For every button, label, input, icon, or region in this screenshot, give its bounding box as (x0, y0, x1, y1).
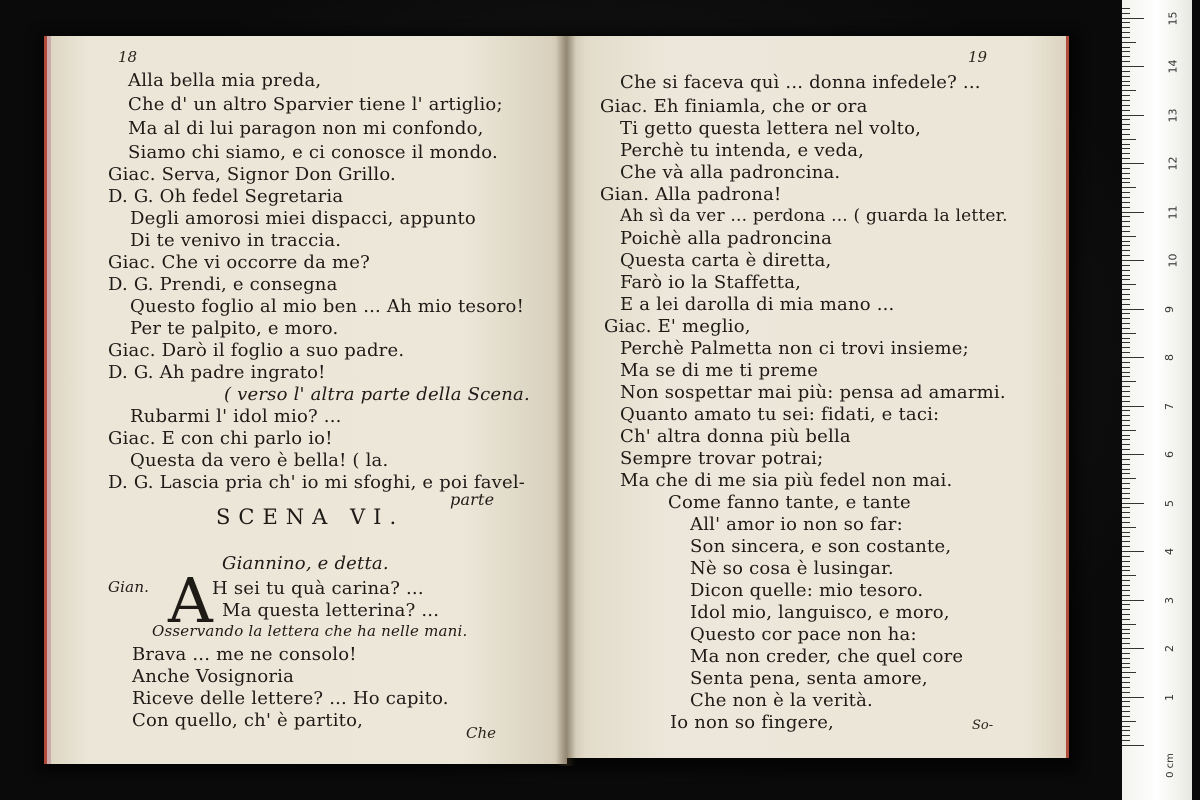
ruler-tick (1122, 61, 1130, 62)
ruler-tick (1122, 323, 1130, 324)
ruler-tick (1122, 216, 1130, 217)
ruler-tick (1122, 701, 1130, 702)
text-line: Giac. E' meglio, (604, 316, 751, 337)
ruler-tick (1122, 692, 1130, 693)
ruler-tick (1122, 677, 1130, 678)
ruler-label: 3 (1163, 596, 1176, 604)
ruler-tick (1122, 643, 1130, 644)
ruler-tick (1122, 726, 1130, 727)
ruler-tick (1122, 585, 1130, 586)
ruler-label: 4 (1163, 548, 1176, 555)
text-line: Alla bella mia preda, (128, 70, 322, 91)
ruler-tick (1122, 527, 1136, 528)
right-catchword: So- (972, 718, 994, 733)
text-line: Ma che di me sia più fedel non mai. (620, 470, 953, 491)
ruler-tick (1122, 289, 1130, 290)
ruler-tick (1122, 42, 1136, 43)
ruler-tick (1122, 105, 1130, 106)
ruler-tick (1122, 483, 1130, 484)
ruler-tick (1122, 134, 1130, 135)
ruler-tick (1122, 507, 1130, 508)
ruler-tick (1122, 425, 1130, 426)
ruler-tick (1122, 551, 1144, 552)
text-line: D. G. Prendi, e consegna (108, 274, 338, 295)
text-line: Di te venivo in traccia. (130, 230, 342, 251)
ruler-label: 2 (1163, 645, 1176, 652)
ruler-tick (1122, 284, 1136, 285)
ruler-tick (1122, 279, 1130, 280)
drop-cap: A (168, 564, 213, 637)
ruler-tick (1122, 212, 1144, 213)
text-line: E a lei darolla di mia mano ... (620, 294, 895, 315)
ruler-tick (1122, 420, 1130, 421)
text-line: Poichè alla padroncina (620, 228, 833, 249)
ruler-tick (1122, 648, 1144, 649)
text-line: Che và alla padroncina. (620, 162, 841, 183)
ruler-tick (1122, 144, 1130, 145)
ruler-tick (1122, 532, 1130, 533)
ruler-tick (1122, 352, 1130, 353)
ruler-tick (1122, 32, 1130, 33)
ruler-tick (1122, 37, 1130, 38)
ruler-tick (1122, 221, 1130, 222)
ruler-tick (1122, 304, 1130, 305)
ruler-tick (1122, 633, 1130, 634)
ruler-tick (1122, 459, 1130, 460)
ruler-tick (1122, 473, 1130, 474)
ruler-tick (1122, 401, 1130, 402)
text-line: Con quello, ch' è partito, (132, 710, 364, 731)
ruler-tick (1122, 119, 1130, 120)
ruler-tick (1122, 81, 1130, 82)
ruler-tick (1122, 454, 1144, 455)
text-line: Dicon quelle: mio tesoro. (690, 580, 924, 601)
ruler-tick (1122, 570, 1130, 571)
text-line: Per te palpito, e moro. (130, 318, 339, 339)
text-line: Giac. Darò il foglio a suo padre. (108, 340, 405, 361)
text-line: Come fanno tante, e tante (668, 492, 911, 513)
ruler-tick (1122, 541, 1130, 542)
text-line: D. G. Oh fedel Segretaria (108, 186, 344, 207)
text-line: Anche Vosignoria (132, 666, 295, 687)
ruler-label: 1 (1163, 693, 1176, 701)
ruler-tick (1122, 173, 1130, 174)
ruler-tick (1122, 590, 1130, 591)
ruler-tick (1122, 464, 1130, 465)
ruler-tick (1122, 328, 1130, 329)
ruler-tick (1122, 512, 1130, 513)
text-line: Ch' altra donna più bella (620, 426, 851, 447)
ruler-tick (1122, 182, 1130, 183)
text-line: Questa carta è diretta, (620, 250, 832, 271)
ruler-tick (1122, 730, 1130, 731)
book-gutter (556, 36, 576, 766)
ruler-tick (1122, 604, 1130, 605)
text-line: Giannino, e detta. (222, 553, 389, 574)
ruler-tick (1122, 609, 1130, 610)
ruler-tick (1122, 478, 1136, 479)
ruler-tick (1122, 338, 1130, 339)
ruler-tick (1122, 430, 1136, 431)
ruler-tick (1122, 357, 1144, 358)
text-line: Farò io la Staffetta, (620, 272, 802, 293)
text-line: Gian. (108, 578, 150, 596)
ruler-tick (1122, 236, 1136, 237)
text-line: Senta pena, senta amore, (690, 668, 928, 689)
text-line: H sei tu quà carina? ... (212, 578, 424, 599)
ruler-tick (1122, 556, 1130, 557)
ruler-tick (1122, 372, 1130, 373)
ruler-tick (1122, 13, 1130, 14)
ruler-tick (1122, 231, 1130, 232)
ruler-tick (1122, 47, 1130, 48)
ruler-label: 11 (1166, 205, 1180, 219)
ruler-tick (1122, 318, 1130, 319)
text-line: Degli amorosi miei dispacci, appunto (130, 208, 476, 229)
text-line: Nè so cosa è lusingar. (690, 558, 894, 579)
ruler-tick (1122, 600, 1144, 601)
ruler-tick (1122, 260, 1144, 261)
ruler-tick (1122, 706, 1130, 707)
ruler-tick (1122, 245, 1130, 246)
ruler-tick (1122, 168, 1130, 169)
ruler-tick (1122, 85, 1130, 86)
ruler-tick (1122, 333, 1136, 334)
text-line: Perchè Palmetta non ci trovi insieme; (620, 338, 969, 359)
text-line: Osservando la lettera che ha nelle mani. (152, 622, 468, 640)
ruler-tick (1122, 207, 1130, 208)
text-line: Ma se di me ti preme (620, 360, 819, 381)
ruler-tick (1122, 367, 1130, 368)
text-line: Ma questa letterina? ... (222, 600, 440, 621)
text-line: Perchè tu intenda, e veda, (620, 140, 865, 161)
text-line: Giac. Eh finiamla, che or ora (600, 96, 868, 117)
text-line: Idol mio, languisco, e moro, (690, 602, 950, 623)
ruler-tick (1122, 153, 1130, 154)
ruler-tick (1122, 56, 1130, 57)
ruler-tick (1122, 580, 1130, 581)
left-catchword: Che (466, 724, 497, 742)
text-line: Ma non creder, che quel core (690, 646, 964, 667)
ruler-tick (1122, 498, 1130, 499)
ruler-tick (1122, 241, 1130, 242)
ruler-tick (1122, 197, 1130, 198)
text-line: ( verso l' altra parte della Scena. (224, 384, 530, 405)
ruler-tick (1122, 255, 1130, 256)
ruler-tick (1122, 381, 1136, 382)
ruler-tick (1122, 8, 1130, 9)
ruler-tick (1122, 493, 1130, 494)
ruler-label: 15 (1166, 11, 1180, 25)
ruler-tick (1122, 347, 1130, 348)
ruler-tick (1122, 415, 1130, 416)
text-line: Che non è la verità. (690, 690, 873, 711)
ruler-tick (1122, 629, 1130, 630)
ruler-tick (1122, 663, 1130, 664)
ruler-tick (1122, 653, 1130, 654)
text-line: Giac. E con chi parlo io! (108, 428, 333, 449)
ruler-tick (1122, 711, 1130, 712)
ruler-tick (1122, 735, 1130, 736)
ruler-label: 10 (1166, 253, 1180, 268)
text-line: Che si faceva quì ... donna infedele? ... (620, 72, 981, 93)
ruler-tick (1122, 342, 1130, 343)
ruler-tick (1122, 265, 1130, 266)
text-line: Questo foglio al mio ben ... Ah mio tesoro! (130, 296, 525, 317)
ruler-label: 14 (1166, 59, 1180, 74)
ruler-tick (1122, 672, 1136, 673)
ruler-tick (1122, 503, 1144, 504)
ruler-tick (1122, 435, 1130, 436)
text-line: Giac. Che vi occorre da me? (108, 252, 370, 273)
text-line: Brava ... me ne consolo! (132, 644, 357, 665)
ruler-tick (1122, 250, 1130, 251)
ruler-tick (1122, 275, 1130, 276)
ruler-unit-label: 0 cm (1164, 753, 1176, 778)
ruler-tick (1122, 391, 1130, 392)
ruler-tick (1122, 561, 1130, 562)
text-line: Son sincera, e son costante, (690, 536, 952, 557)
ruler-tick (1122, 396, 1130, 397)
ruler-tick (1122, 139, 1136, 140)
ruler-tick (1122, 517, 1130, 518)
ruler-tick (1122, 721, 1136, 722)
ruler-tick (1122, 697, 1144, 698)
ruler-tick (1122, 444, 1130, 445)
ruler-tick (1122, 71, 1130, 72)
ruler-tick (1122, 745, 1144, 746)
ruler-tick (1122, 100, 1130, 101)
text-line: Non sospettar mai più: pensa ad amarmi. (620, 382, 1006, 403)
ruler-tick (1122, 410, 1130, 411)
ruler-tick (1122, 95, 1130, 96)
ruler-tick (1122, 682, 1130, 683)
ruler-tick (1122, 110, 1130, 111)
text-line: Che d' un altro Sparvier tiene l' artiglio; (128, 94, 503, 115)
ruler-tick (1122, 386, 1130, 387)
ruler-tick (1122, 595, 1130, 596)
text-line: Sempre trovar potrai; (620, 448, 824, 469)
ruler-tick (1122, 294, 1130, 295)
ruler-label: 8 (1163, 354, 1176, 361)
ruler-tick (1122, 488, 1130, 489)
ruler-tick (1122, 658, 1130, 659)
text-line: All' amor io non so far: (690, 514, 903, 535)
ruler-tick (1122, 192, 1130, 193)
ruler-tick (1122, 187, 1136, 188)
ruler-tick (1122, 614, 1130, 615)
ruler-tick (1122, 566, 1130, 567)
measuring-ruler (1122, 0, 1192, 800)
ruler-tick (1122, 129, 1130, 130)
ruler-tick (1122, 158, 1130, 159)
text-line: Io non so fingere, (670, 712, 834, 733)
ruler-tick (1122, 546, 1130, 547)
ruler-tick (1122, 740, 1130, 741)
ruler-label: 9 (1163, 305, 1176, 313)
ruler-tick (1122, 226, 1130, 227)
ruler-label: 7 (1163, 402, 1176, 410)
ruler-tick (1122, 115, 1144, 116)
text-line: Quanto amato tu sei: fidati, e taci: (620, 404, 940, 425)
text-line: parte (450, 490, 495, 509)
ruler-tick (1122, 376, 1130, 377)
ruler-tick (1122, 51, 1130, 52)
ruler-tick (1122, 362, 1130, 363)
ruler-tick (1122, 716, 1130, 717)
ruler-tick (1122, 687, 1130, 688)
ruler-tick (1122, 22, 1130, 23)
ruler-tick (1122, 178, 1130, 179)
text-line: Questa da vero è bella! ( la. (130, 450, 389, 471)
text-line: Questo cor pace non ha: (690, 624, 917, 645)
ruler-tick (1122, 469, 1130, 470)
ruler-tick (1122, 163, 1144, 164)
text-line: D. G. Ah padre ingrato! (108, 362, 326, 383)
ruler-tick (1122, 439, 1130, 440)
ruler-tick (1122, 66, 1144, 67)
ruler-tick (1122, 536, 1130, 537)
ruler-tick (1122, 27, 1130, 28)
ruler-label: 13 (1166, 108, 1180, 122)
scene-title: SCENA VI. (216, 505, 405, 529)
ruler-tick (1122, 313, 1130, 314)
ruler-label: 6 (1163, 451, 1176, 458)
ruler-tick (1122, 299, 1130, 300)
text-line: Ah sì da ver ... perdona ... ( guarda la letter. (620, 206, 1008, 226)
ruler-tick (1122, 638, 1130, 639)
right-page-number: 19 (968, 48, 988, 66)
text-line: Ti getto questa lettera nel volto, (620, 118, 922, 139)
left-page-number: 18 (118, 48, 138, 66)
ruler-tick (1122, 270, 1130, 271)
ruler-tick (1122, 406, 1144, 407)
ruler-tick (1122, 449, 1130, 450)
ruler-tick (1122, 667, 1130, 668)
ruler-tick (1122, 522, 1130, 523)
ruler-tick (1122, 202, 1130, 203)
text-line: Rubarmi l' idol mio? ... (130, 406, 342, 427)
ruler-tick (1122, 624, 1136, 625)
ruler-tick (1122, 309, 1144, 310)
ruler-tick (1122, 619, 1130, 620)
ruler-tick (1122, 575, 1136, 576)
text-line: Ma al di lui paragon non mi confondo, (128, 118, 484, 139)
ruler-tick (1122, 148, 1130, 149)
text-line: Giac. Serva, Signor Don Grillo. (108, 164, 396, 185)
ruler-tick (1122, 76, 1130, 77)
ruler-tick (1122, 18, 1144, 19)
ruler-label: 12 (1166, 156, 1180, 171)
ruler-label: 5 (1163, 499, 1176, 507)
ruler-tick (1122, 124, 1130, 125)
text-line: D. G. Lascia pria ch' io mi sfoghi, e poi favel- (108, 472, 526, 493)
text-line: Siamo chi siamo, e ci conosce il mondo. (128, 142, 498, 163)
ruler-tick (1122, 90, 1136, 91)
text-line: Riceve delle lettere? ... Ho capito. (132, 688, 449, 709)
text-line: Gian. Alla padrona! (600, 184, 782, 205)
